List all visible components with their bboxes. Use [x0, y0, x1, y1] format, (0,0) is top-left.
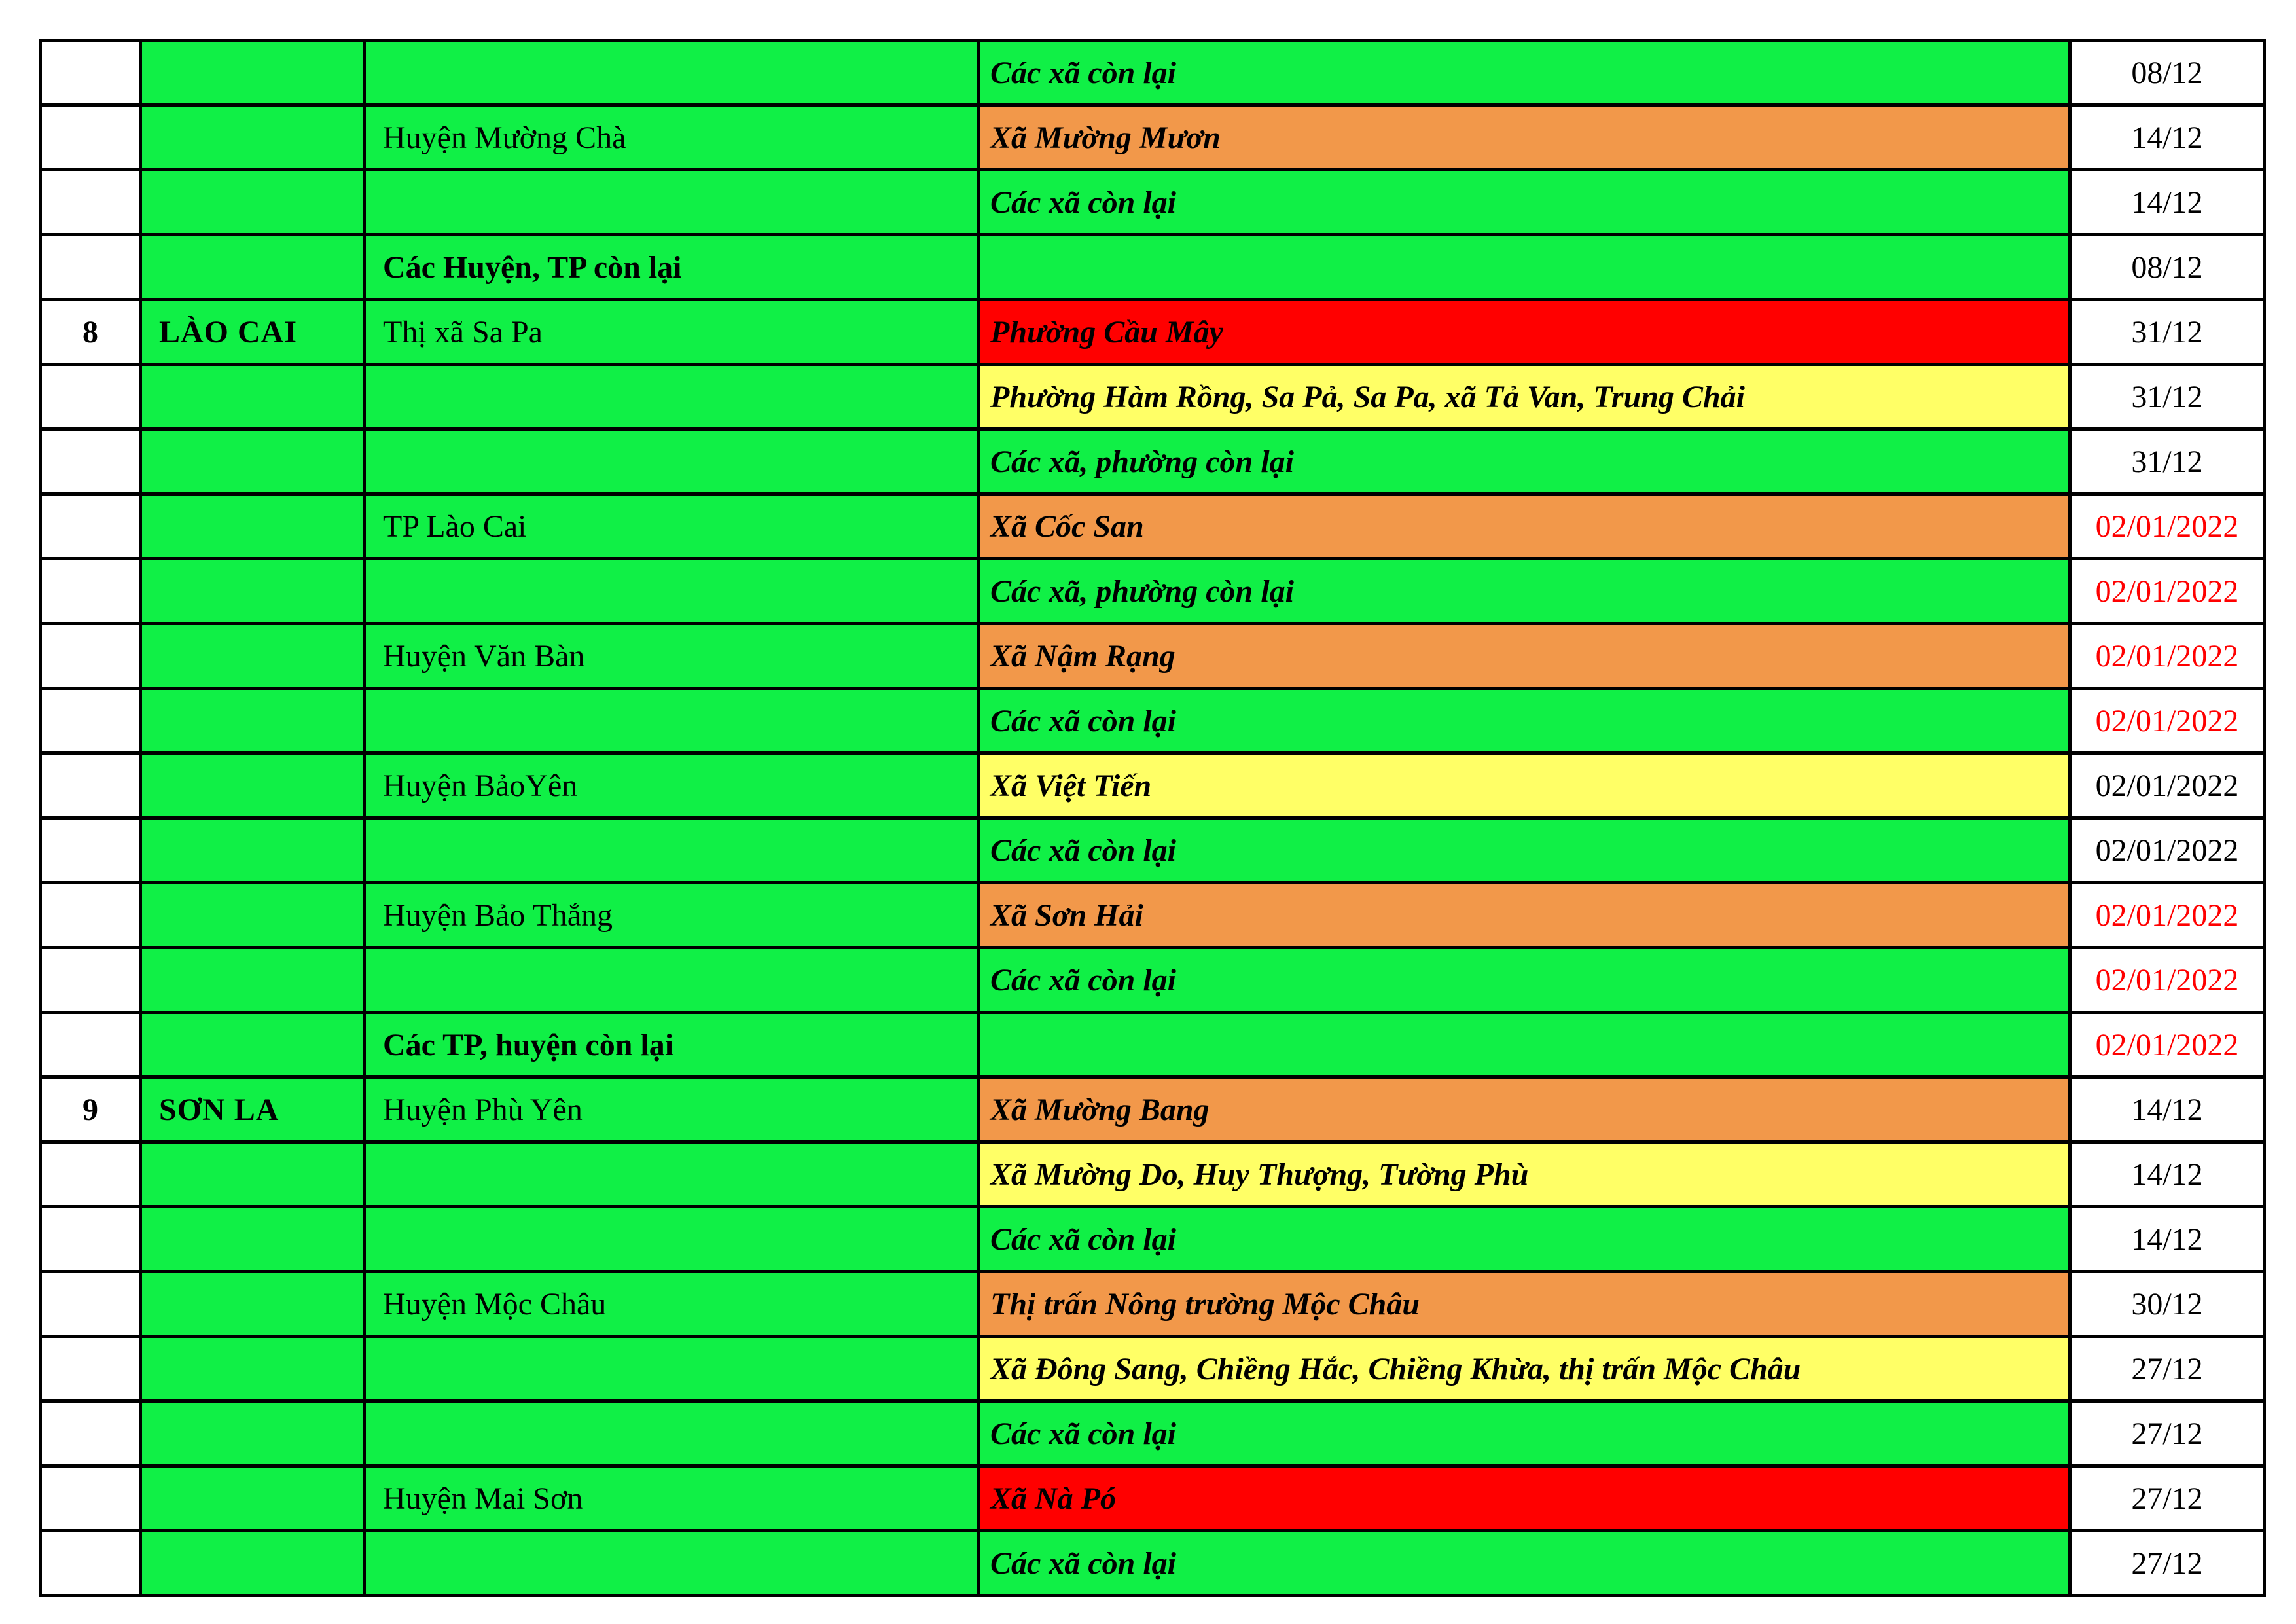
covid-risk-table	[39, 39, 2266, 1597]
stt-cell	[41, 105, 141, 170]
district-cell	[365, 689, 978, 753]
stt-cell	[41, 1531, 141, 1596]
area-cell: Xã Nà Pó	[978, 1466, 2070, 1531]
province-cell	[141, 235, 365, 300]
area-cell: Phường Cầu Mây	[978, 300, 2070, 365]
province-cell	[141, 1337, 365, 1401]
area-cell: Các xã còn lại	[978, 948, 2070, 1013]
date-cell: 02/01/2022	[2070, 559, 2265, 624]
district-cell	[365, 170, 978, 235]
stt-cell: 8	[41, 300, 141, 365]
district-cell: Huyện Bảo Thắng	[365, 883, 978, 948]
area-cell: Xã Mường Bang	[978, 1077, 2070, 1142]
area-cell: Các xã, phường còn lại	[978, 429, 2070, 494]
stt-cell	[41, 1466, 141, 1531]
date-cell: 14/12	[2070, 1077, 2265, 1142]
stt-cell	[41, 494, 141, 559]
district-cell: Huyện Mộc Châu	[365, 1272, 978, 1337]
date-cell: 14/12	[2070, 105, 2265, 170]
table-row	[41, 494, 2265, 559]
table-row	[41, 948, 2265, 1013]
stt-cell: 9	[41, 1077, 141, 1142]
area-cell: Các xã còn lại	[978, 818, 2070, 883]
district-cell: Huyện Văn Bàn	[365, 624, 978, 689]
stt-cell	[41, 624, 141, 689]
table-row	[41, 753, 2265, 818]
stt-cell	[41, 948, 141, 1013]
stt-cell	[41, 883, 141, 948]
stt-cell	[41, 1142, 141, 1207]
table-row	[41, 1272, 2265, 1337]
area-cell: Các xã còn lại	[978, 170, 2070, 235]
area-cell: Xã Mường Mươn	[978, 105, 2070, 170]
province-cell	[141, 41, 365, 105]
area-cell: Các xã còn lại	[978, 1401, 2070, 1466]
province-cell	[141, 753, 365, 818]
province-cell	[141, 429, 365, 494]
table-row	[41, 1531, 2265, 1596]
area-cell: Các xã còn lại	[978, 689, 2070, 753]
area-cell: Xã Mường Do, Huy Thượng, Tường Phù	[978, 1142, 2070, 1207]
province-cell	[141, 624, 365, 689]
stt-cell	[41, 1207, 141, 1272]
province-cell	[141, 1013, 365, 1077]
date-cell: 02/01/2022	[2070, 948, 2265, 1013]
date-cell: 08/12	[2070, 235, 2265, 300]
province-cell	[141, 883, 365, 948]
district-cell: Các Huyện, TP còn lại	[365, 235, 978, 300]
area-cell: Các xã còn lại	[978, 41, 2070, 105]
date-cell: 02/01/2022	[2070, 753, 2265, 818]
table-row	[41, 429, 2265, 494]
area-cell: Xã Đông Sang, Chiềng Hắc, Chiềng Khừa, thị trấn Mộc Châu	[978, 1337, 2070, 1401]
table-row	[41, 818, 2265, 883]
date-cell: 02/01/2022	[2070, 883, 2265, 948]
stt-cell	[41, 689, 141, 753]
date-cell: 27/12	[2070, 1401, 2265, 1466]
table-body	[41, 41, 2265, 1596]
area-cell: Xã Sơn Hải	[978, 883, 2070, 948]
province-cell	[141, 1272, 365, 1337]
province-cell	[141, 170, 365, 235]
district-cell: Huyện Phù Yên	[365, 1077, 978, 1142]
stt-cell	[41, 365, 141, 429]
table-row	[41, 689, 2265, 753]
province-cell	[141, 494, 365, 559]
date-cell: 14/12	[2070, 170, 2265, 235]
table-row	[41, 624, 2265, 689]
stt-cell	[41, 559, 141, 624]
table-row	[41, 1466, 2265, 1531]
district-cell: TP Lào Cai	[365, 494, 978, 559]
date-cell: 02/01/2022	[2070, 624, 2265, 689]
district-cell	[365, 559, 978, 624]
district-cell	[365, 1337, 978, 1401]
area-cell: Xã Nậm Rạng	[978, 624, 2070, 689]
date-cell: 27/12	[2070, 1466, 2265, 1531]
area-cell: Xã Cốc San	[978, 494, 2070, 559]
table-row	[41, 559, 2265, 624]
table-row	[41, 1401, 2265, 1466]
district-cell: Huyện Mường Chà	[365, 105, 978, 170]
district-cell: Thị xã Sa Pa	[365, 300, 978, 365]
date-cell: 27/12	[2070, 1531, 2265, 1596]
date-cell: 31/12	[2070, 300, 2265, 365]
table-row	[41, 235, 2265, 300]
province-cell	[141, 818, 365, 883]
table-row	[41, 300, 2265, 365]
table-row	[41, 1077, 2265, 1142]
stt-cell	[41, 170, 141, 235]
date-cell: 31/12	[2070, 429, 2265, 494]
date-cell: 02/01/2022	[2070, 1013, 2265, 1077]
date-cell: 14/12	[2070, 1207, 2265, 1272]
district-cell	[365, 818, 978, 883]
area-cell: Các xã còn lại	[978, 1207, 2070, 1272]
date-cell: 02/01/2022	[2070, 494, 2265, 559]
date-cell: 02/01/2022	[2070, 689, 2265, 753]
district-cell: Huyện Mai Sơn	[365, 1466, 978, 1531]
stt-cell	[41, 1337, 141, 1401]
province-cell: LÀO CAI	[141, 300, 365, 365]
province-cell	[141, 1207, 365, 1272]
stt-cell	[41, 753, 141, 818]
area-cell	[978, 1013, 2070, 1077]
stt-cell	[41, 1401, 141, 1466]
area-cell: Các xã còn lại	[978, 1531, 2070, 1596]
province-cell	[141, 365, 365, 429]
district-cell	[365, 948, 978, 1013]
table-row	[41, 1337, 2265, 1401]
district-cell	[365, 1531, 978, 1596]
stt-cell	[41, 1013, 141, 1077]
district-cell	[365, 1401, 978, 1466]
table-row	[41, 170, 2265, 235]
table-row	[41, 365, 2265, 429]
area-cell	[978, 235, 2070, 300]
date-cell: 14/12	[2070, 1142, 2265, 1207]
date-cell: 27/12	[2070, 1337, 2265, 1401]
table-row	[41, 1013, 2265, 1077]
district-cell	[365, 1142, 978, 1207]
province-cell	[141, 1401, 365, 1466]
district-cell	[365, 1207, 978, 1272]
area-cell: Xã Việt Tiến	[978, 753, 2070, 818]
table-row	[41, 41, 2265, 105]
province-cell	[141, 689, 365, 753]
province-cell	[141, 1531, 365, 1596]
province-cell: SƠN LA	[141, 1077, 365, 1142]
stt-cell	[41, 1272, 141, 1337]
province-cell	[141, 948, 365, 1013]
date-cell: 30/12	[2070, 1272, 2265, 1337]
province-cell	[141, 1466, 365, 1531]
stt-cell	[41, 818, 141, 883]
district-cell	[365, 365, 978, 429]
district-cell: Các TP, huyện còn lại	[365, 1013, 978, 1077]
table-row	[41, 1207, 2265, 1272]
province-cell	[141, 1142, 365, 1207]
date-cell: 02/01/2022	[2070, 818, 2265, 883]
stt-cell	[41, 429, 141, 494]
table-row	[41, 105, 2265, 170]
province-cell	[141, 105, 365, 170]
table-row	[41, 883, 2265, 948]
district-cell: Huyện BảoYên	[365, 753, 978, 818]
area-cell: Phường Hàm Rồng, Sa Pả, Sa Pa, xã Tả Van, Trung Chải	[978, 365, 2070, 429]
stt-cell	[41, 41, 141, 105]
stt-cell	[41, 235, 141, 300]
area-cell: Thị trấn Nông trường Mộc Châu	[978, 1272, 2070, 1337]
date-cell: 08/12	[2070, 41, 2265, 105]
table-row	[41, 1142, 2265, 1207]
district-cell	[365, 41, 978, 105]
province-cell	[141, 559, 365, 624]
area-cell: Các xã, phường còn lại	[978, 559, 2070, 624]
district-cell	[365, 429, 978, 494]
date-cell: 31/12	[2070, 365, 2265, 429]
